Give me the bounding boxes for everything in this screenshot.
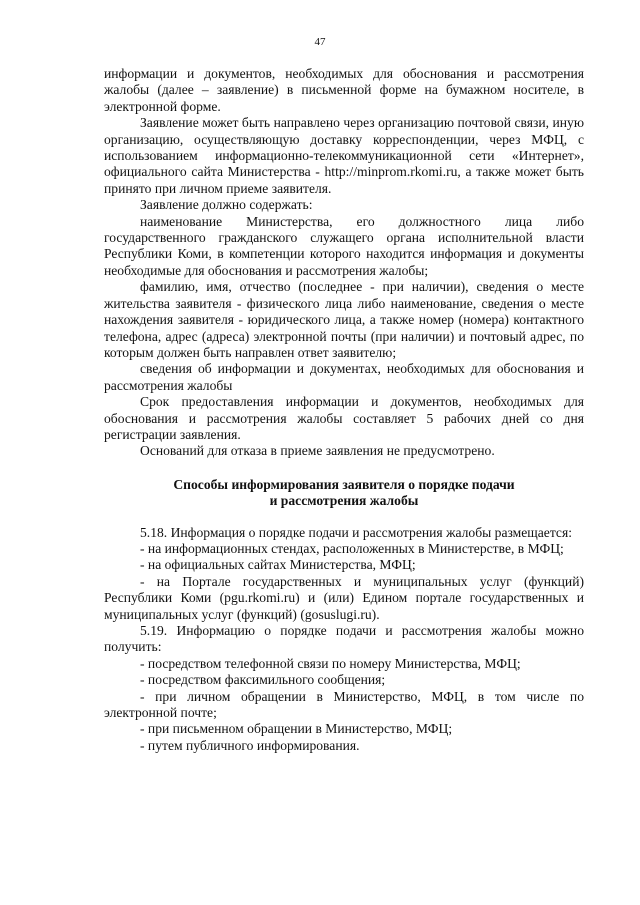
list-item-written-request: - при письменном обращении в Министерство, МФЦ; <box>140 721 453 737</box>
paragraph-5-19: 5.19. Информацию о порядке подачи и рассмотрения жалобы можно получить: <box>104 623 584 655</box>
list-item-portals: - на Портале государственных и муниципальных услуг (функций) Республики Коми (pgu.rkomi.ru) и (или) Едином портале государственных и муниципальных услуг (функций) (gosuslugi.ru). <box>104 573 584 622</box>
paragraph-ministry-name: наименование Министерства, его должностного лица либо государственного гражданского служащего органа исполнительной власти Республики Коми, в компетенции которого находится информация и документы необходимые для обоснования и рассмотрения жалобы; <box>104 213 584 278</box>
section-heading <box>104 477 584 510</box>
list-item-public-info: - путем публичного информирования. <box>140 737 360 753</box>
page-number: 47 <box>314 36 326 48</box>
paragraph-no-refusal: Оснований для отказа в приеме заявления не предусмотрено. <box>140 443 495 459</box>
section-heading-line-2: и рассмотрения жалобы <box>269 493 419 509</box>
paragraph-continuation: информации и документов, необходимых для обоснования и рассмотрения жалобы (далее – заявление) в письменной форме на бумажном носителе, в электронной форме. <box>104 66 584 114</box>
paragraph-info-details: сведения об информации и документах, необходимых для обоснования и рассмотрения жалобы <box>104 361 584 393</box>
paragraph-applicant-details: фамилию, имя, отчество (последнее - при наличии), сведения о месте жительства заявителя - физического лица либо наименование, сведения о месте нахождения заявителя - юридического лица, а также номер (номера) контактного телефона, адрес (адреса) электронной почты (при наличии) и почтовый адрес, по которым должен быть направлен ответ заявителю; <box>104 279 584 360</box>
paragraph-submission-methods: Заявление может быть направлено через организацию почтовой связи, иную организацию, осуществляющую доставку корреспонденции, через МФЦ, с использованием информационно-телекоммуникационной сети «Интернет», официального сайта Министерства - http://minprom.rkomi.ru, а также может быть принято при личном приеме заявителя. <box>104 115 584 196</box>
document-body <box>104 66 584 754</box>
list-item-phone: - посредством телефонной связи по номеру Министерства, МФЦ; <box>140 655 521 671</box>
paragraph-5-18: 5.18. Информация о порядке подачи и рассмотрения жалобы размещается: <box>140 524 572 540</box>
list-item-fax: - посредством факсимильного сообщения; <box>140 672 386 688</box>
paragraph-deadline: Срок предоставления информации и документов, необходимых для обоснования и рассмотрения жалобы составляет 5 рабочих дней со дня регистрации заявления. <box>104 394 584 442</box>
list-item-stands: - на информационных стендах, расположенных в Министерстве, в МФЦ; <box>140 540 564 556</box>
paragraph-contents-intro: Заявление должно содержать: <box>140 197 313 213</box>
list-item-personal-visit: - при личном обращении в Министерство, МФЦ, в том числе по электронной почте; <box>104 688 584 721</box>
section-heading-line-1: Способы информирования заявителя о порядке подачи <box>173 476 515 492</box>
list-item-official-sites: - на официальных сайтах Министерства, МФЦ; <box>140 557 416 573</box>
